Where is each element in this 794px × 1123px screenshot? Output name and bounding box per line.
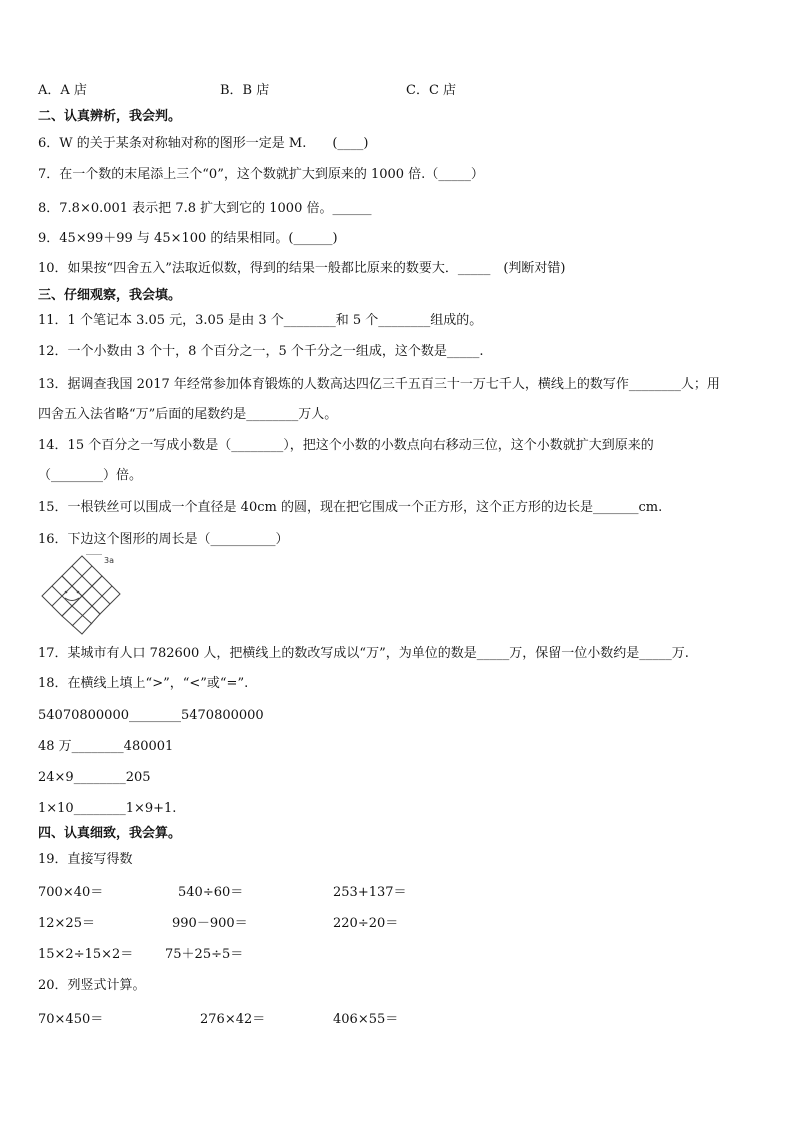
question-13-line-1: 13．据调查我国 2017 年经常参加体育锻炼的人数高达四亿三千五百三十一万七千人，横线上的数写作________人；用 bbox=[38, 377, 720, 392]
calc-item: 75＋25÷5＝ bbox=[165, 947, 244, 962]
question-13-line-2: 四舍五入法省略“万”后面的尾数约是________万人。 bbox=[38, 407, 338, 422]
perimeter-figure bbox=[38, 554, 122, 638]
calc-item: 700×40＝ bbox=[38, 885, 104, 900]
compare-item: 1×10________1×9+1. bbox=[38, 801, 177, 816]
calc-item: 990－900＝ bbox=[172, 916, 248, 931]
section-2-heading: 二、认真辨析，我会判。 bbox=[38, 109, 182, 124]
question-16: 16．下边这个图形的周长是（__________） bbox=[38, 532, 289, 547]
question-20: 20．列竖式计算。 bbox=[38, 978, 146, 993]
section-4-heading: 四、认真细致，我会算。 bbox=[38, 826, 182, 841]
question-10: 10．如果按“四舍五入”法取近似数，得到的结果一般都比原来的数要大．_____ (判断对错) bbox=[38, 261, 566, 276]
q5-options bbox=[38, 82, 738, 100]
compare-item: 54070800000________5470800000 bbox=[38, 708, 264, 723]
question-18: 18．在横线上填上“>”，“<”或“=”. bbox=[38, 676, 249, 691]
compare-item: 24×9________205 bbox=[38, 770, 151, 785]
section-3-heading: 三、仔细观察，我会填。 bbox=[38, 288, 182, 303]
calc-item: 220÷20＝ bbox=[333, 916, 399, 931]
option-a: A．A 店 bbox=[38, 83, 87, 98]
question-11: 11．1 个笔记本 3.05 元，3.05 是由 3 个________和 5 个________组成的。 bbox=[38, 313, 483, 328]
vertical-calc-item: 406×55＝ bbox=[333, 1012, 399, 1027]
compare-item: 48 万________480001 bbox=[38, 739, 174, 754]
question-14-line-2: （________）倍。 bbox=[38, 468, 143, 483]
question-7: 7．在一个数的末尾添上三个“0”，这个数就扩大到原来的 1000 倍.（_____） bbox=[38, 167, 484, 182]
question-14-line-1: 14．15 个百分之一写成小数是（________），把这个小数的小数点向右移动三位，这个小数就扩大到原来的 bbox=[38, 438, 654, 453]
calc-item: 253+137＝ bbox=[333, 885, 407, 900]
option-b: B．B 店 bbox=[220, 83, 270, 98]
question-19: 19．直接写得数 bbox=[38, 852, 133, 867]
calc-item: 12×25＝ bbox=[38, 916, 95, 931]
vertical-calc-item: 70×450＝ bbox=[38, 1012, 104, 1027]
calc-item: 15×2÷15×2＝ bbox=[38, 947, 134, 962]
question-17: 17．某城市有人口 782600 人，把横线上的数改写成以“万”，为单位的数是_____万，保留一位小数约是_____万. bbox=[38, 646, 689, 661]
calc-item: 540÷60＝ bbox=[178, 885, 244, 900]
question-6: 6．W 的关于某条对称轴对称的图形一定是 M. (____) bbox=[38, 136, 369, 151]
question-12: 12．一个小数由 3 个十，8 个百分之一，5 个千分之一组成，这个数是_____. bbox=[38, 344, 484, 359]
vertical-calc-item: 276×42＝ bbox=[200, 1012, 266, 1027]
question-8: 8．7.8×0.001 表示把 7.8 扩大到它的 1000 倍。______ bbox=[38, 201, 372, 216]
question-15: 15．一根铁丝可以围成一个直径是 40cm 的圆，现在把它围成一个正方形，这个正方形的边长是_______cm. bbox=[38, 500, 663, 515]
option-c: C．C 店 bbox=[406, 83, 457, 98]
figure-label-3a: 3a bbox=[104, 556, 114, 565]
question-9: 9．45×99＋99 与 45×100 的结果相同。(______) bbox=[38, 231, 338, 246]
